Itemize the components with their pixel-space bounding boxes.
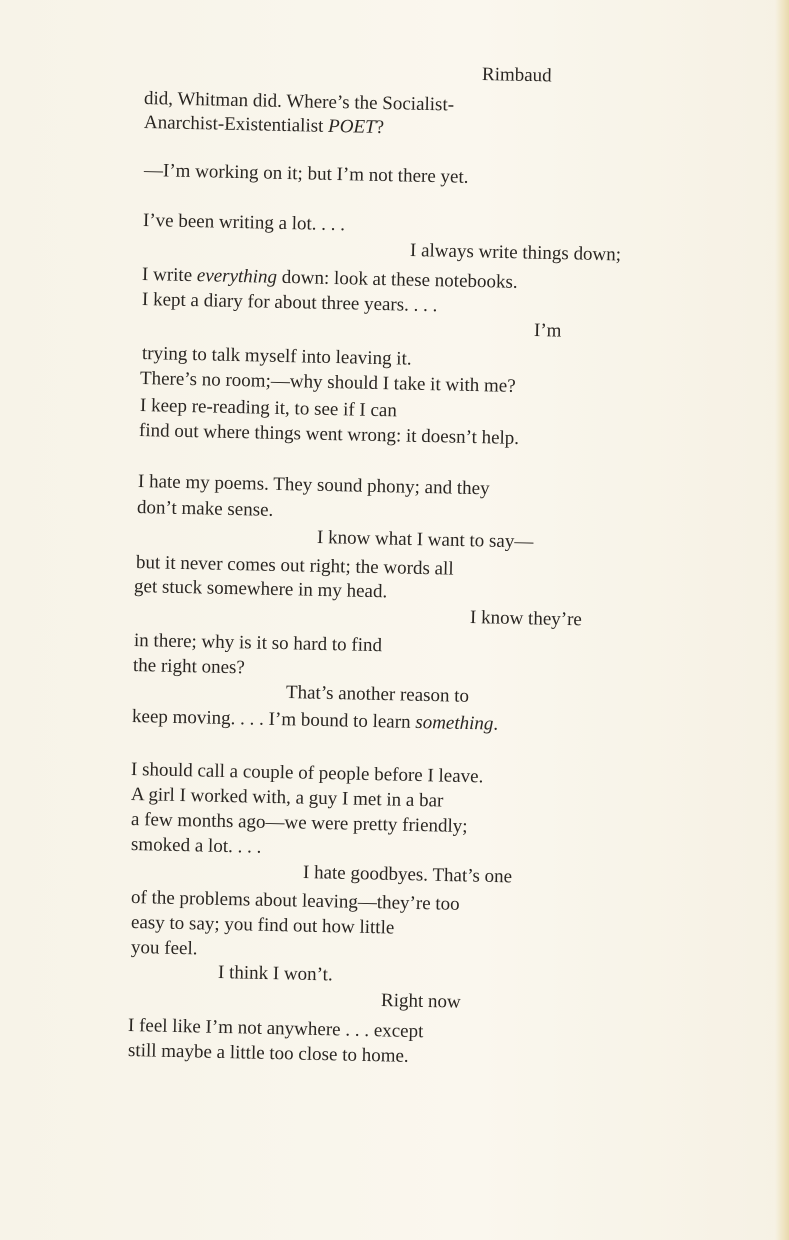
poem-line: in there; why is it so hard to find	[133, 630, 383, 657]
poem-line: keep moving. . . . I’m bound to learn something.	[131, 706, 499, 735]
poem-line: That’s another reason to	[285, 682, 470, 707]
poem-line: I write everything down: look at these notebooks.	[141, 264, 518, 293]
poem-line: —I’m working on it; but I’m not there yet.	[143, 160, 469, 188]
poem-line: I’ve been writing a lot. . . .	[142, 210, 346, 236]
poem-line: I kept a diary for about three years. . . .	[141, 289, 438, 317]
poem-line: Right now	[380, 990, 461, 1013]
poem-line: Rimbaud	[481, 64, 552, 87]
poem-line: get stuck somewhere in my head.	[133, 576, 388, 603]
poem-line: still maybe a little too close to home.	[127, 1040, 409, 1067]
poem-line: you feel.	[130, 937, 198, 960]
poem-line: I keep re-reading it, to see if I can	[139, 395, 398, 422]
poem-line: I hate goodbyes. That’s one	[302, 862, 513, 888]
poem-line: I’m	[533, 320, 562, 342]
poem-line: the right ones?	[132, 655, 246, 679]
poem-line: don’t make sense.	[136, 497, 274, 521]
poem-line: did, Whitman did. Where’s the Socialist-	[143, 88, 455, 116]
poem-line: There’s no room;—why should I take it with me?	[139, 368, 516, 397]
poem-line: I know they’re	[469, 607, 583, 631]
poem-line: I feel like I’m not anywhere . . . except	[127, 1015, 424, 1043]
poem-line: I always write things down;	[409, 240, 622, 266]
poem-line: easy to say; you find out how little	[130, 912, 395, 939]
poem-line: A girl I worked with, a guy I met in a bar	[130, 784, 444, 812]
poem-line: but it never comes out right; the words all	[135, 552, 454, 580]
poem-line: trying to talk myself into leaving it.	[141, 343, 412, 370]
poem-line: I hate my poems. They sound phony; and they	[137, 471, 490, 500]
poem-line: I should call a couple of people before I leave.	[130, 759, 484, 788]
poem-line: of the problems about leaving—they’re too	[130, 887, 460, 915]
poem-line: I know what I want to say—	[316, 527, 534, 553]
poem-line: find out where things went wrong: it doesn’t help.	[138, 420, 520, 449]
poem-line: a few months ago—we were pretty friendly;	[130, 809, 468, 838]
poem-line: smoked a lot. . . .	[130, 834, 262, 858]
poem-line: I think I won’t.	[217, 962, 333, 986]
poem-line: Anarchist-Existentialist POET?	[143, 112, 385, 139]
